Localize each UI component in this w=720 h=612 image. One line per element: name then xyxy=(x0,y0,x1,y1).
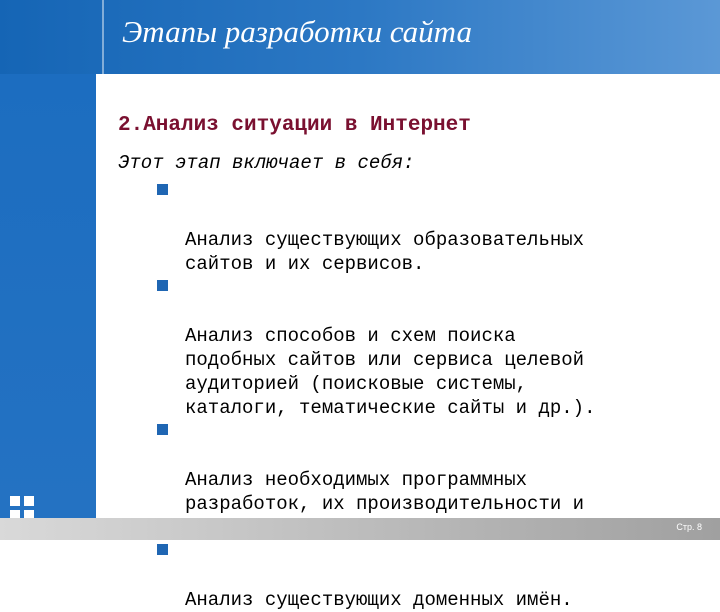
bullet-text: Анализ существующих доменных имён. xyxy=(185,589,573,611)
bullet-item xyxy=(155,540,710,612)
bullet-list xyxy=(155,180,710,612)
bullet-text: Анализ существующих образовательных сайтов и их сервисов. xyxy=(185,229,585,275)
bullet-text: Анализ необходимых программных разработок, их производительности и xyxy=(185,469,585,515)
square-bullet-icon xyxy=(157,544,168,555)
bullet-item xyxy=(155,180,710,276)
left-sidebar xyxy=(0,74,96,518)
title-divider xyxy=(102,0,104,74)
slide-title: Этапы разработки сайта xyxy=(122,14,472,49)
section-heading: 2.Анализ ситуации в Интернет xyxy=(118,114,471,137)
square-bullet-icon xyxy=(157,280,168,291)
square-bullet-icon xyxy=(157,424,168,435)
bullet-text: Анализ способов и схем поиска подобных сайтов или сервиса целевой аудиторией (поисковые системы, каталоги, тематические сайты и др.). xyxy=(185,325,596,419)
intro-text: Этот этап включает в себя: xyxy=(118,152,415,174)
footer-bar xyxy=(0,518,720,540)
bullet-item xyxy=(155,276,710,420)
page-number: Стр. 8 xyxy=(676,522,702,532)
square-bullet-icon xyxy=(157,184,168,195)
